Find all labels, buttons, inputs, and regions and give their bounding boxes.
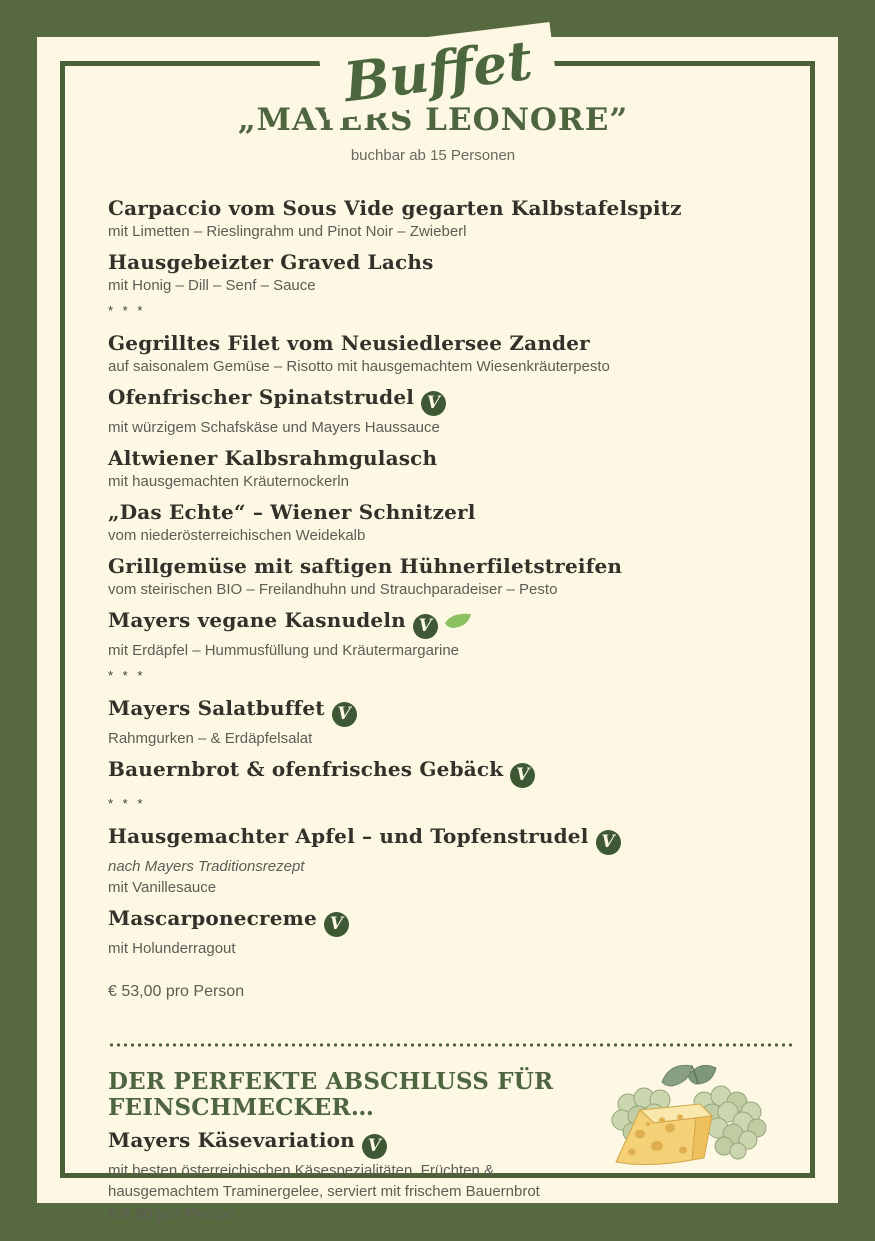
course-separator: * * * <box>108 303 146 318</box>
finale-price: € 8,90 pro Person <box>108 1206 236 1223</box>
vegetarian-icon: V <box>510 763 535 788</box>
vegetarian-icon: V <box>421 391 446 416</box>
menu-price: € 53,00 pro Person <box>108 983 245 1000</box>
vegetarian-icon: V <box>324 912 349 937</box>
menu-item: Mayers Salatbuffet V Rahmgurken – & Erdäpfelsalat <box>108 696 768 748</box>
menu-item: Mascarponecreme V mit Holunderragout <box>108 906 768 958</box>
vegetarian-icon: V <box>362 1134 387 1159</box>
finale-heading: DER PERFEKTE ABSCHLUSS FÜR FEINSCHMECKER… <box>108 1068 554 1121</box>
dotted-divider <box>108 1043 794 1047</box>
menu-item: Grillgemüse mit saftigen Hühnerfiletstreifen vom steirischen BIO – Freilandhuhn und Strauchparadeiser – Pesto <box>108 554 623 598</box>
menu-item: Ofenfrischer Spinatstrudel V mit würzigem Schafskäse und Mayers Haussauce <box>108 385 768 437</box>
menu-item: Gegrilltes Filet vom Neusiedlersee Zander auf saisonalem Gemüse – Risotto mit hausgemachtem Wiesenkräuterpesto <box>108 331 610 375</box>
vegetarian-icon: V <box>596 830 621 855</box>
page-title: „MAYERS LEONORE” <box>237 102 629 138</box>
course-separator: * * * <box>108 668 146 683</box>
menu-item: Altwiener Kalbsrahmgulasch mit hausgemachten Kräuternockerln <box>108 446 438 490</box>
menu-item: „Das Echte“ – Wiener Schnitzerl vom niederösterreichischen Weidekalb <box>108 500 476 544</box>
menu-item: Hausgemachter Apfel – und Topfenstrudel V nach Mayers Traditionsrezept mit Vanillesauce <box>108 824 768 897</box>
menu-sheet <box>37 27 838 1223</box>
menu-item: Bauernbrot & ofenfrisches Gebäck V <box>108 757 768 788</box>
menu-item: Carpaccio vom Sous Vide gegarten Kalbstafelspitz mit Limetten – Rieslingrahm und Pinot Noir – Zwieberl <box>108 196 682 240</box>
course-separator: * * * <box>108 796 146 811</box>
menu-item: Hausgebeizter Graved Lachs mit Honig – Dill – Senf – Sauce <box>108 250 434 294</box>
buffet-script-title: Buffet <box>318 22 558 120</box>
vegetarian-icon: V <box>332 702 357 727</box>
menu-item: Mayers Käsevariation V <box>108 1128 768 1159</box>
menu-item: Mayers vegane Kasnudeln V mit Erdäpfel – Hummusfüllung und Kräutermargarine <box>108 608 768 660</box>
menu-list <box>108 196 768 958</box>
cheese-grapes-illustration <box>600 1054 770 1173</box>
page-subtitle: buchbar ab 15 Personen <box>350 147 516 164</box>
vegetarian-icon: V <box>413 614 438 639</box>
vegan-leaf-icon <box>443 610 473 635</box>
finale-section: DER PERFEKTE ABSCHLUSS FÜR FEINSCHMECKER… Mayers Käsevariation V mit besten österreichischen Käsespezialitäten, Früchten & hausgemachtem Traminergelee, serviert mit frischem Bauernbrot € 8,90 pro Person <box>108 1069 768 1224</box>
